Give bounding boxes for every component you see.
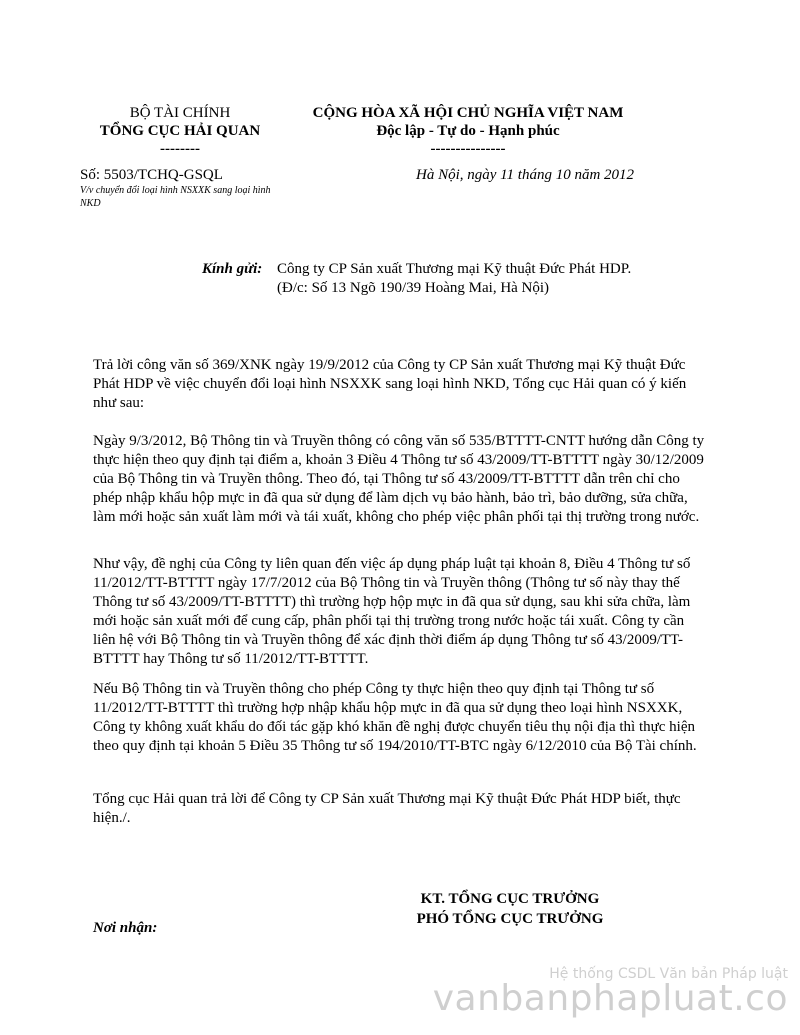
signature-title-2: PHÓ TỔNG CỤC TRƯỞNG xyxy=(416,911,604,927)
ministry-name: BỘ TÀI CHÍNH xyxy=(129,105,231,121)
recipients-list-label: Nơi nhận: xyxy=(93,920,158,936)
document-number: Số: 5503/TCHQ-GSQL xyxy=(80,167,223,183)
issuer-divider: -------- xyxy=(160,141,200,157)
recipient-label: Kính gửi: xyxy=(202,261,263,277)
national-motto: Độc lập - Tự do - Hạnh phúc xyxy=(376,123,560,139)
national-heading xyxy=(278,104,658,158)
signature-block xyxy=(390,889,630,929)
body-paragraph-1: Trả lời công văn số 369/XNK ngày 19/9/2012 của Công ty CP Sản xuất Thương mại Kỹ thuật Đức Phát HDP về việc chuyển đổi loại hình NSXXK sang loại hình NKD, Tổng cục Hải quan có ý kiến như sau: xyxy=(93,357,687,411)
country-name: CỘNG HÒA XÃ HỘI CHỦ NGHĨA VIỆT NAM xyxy=(312,105,624,121)
date-line: Hà Nội, ngày 11 tháng 10 năm 2012 xyxy=(416,167,635,183)
document-subject: V/v chuyển đổi loại hình NSXXK sang loại hình NKD xyxy=(80,185,271,209)
recipient-name: Công ty CP Sản xuất Thương mại Kỹ thuật Đức Phát HDP. xyxy=(277,261,632,277)
watermark-site: vanbanphapluat.co xyxy=(432,978,788,1019)
department-name: TỔNG CỤC HẢI QUAN xyxy=(99,123,261,139)
body-paragraph-4: Nếu Bộ Thông tin và Truyền thông cho phép Công ty thực hiện theo quy định tại Thông tư số 11/2012/TT-BTTTT thì trường hợp nhập khẩu hộp mực in đã qua sử dụng theo loại hình NSXXK, Công ty không xuất khẩu do đối tác gặp khó khăn đề nghị được chuyển tiêu thụ nội địa thì thực hiện theo quy định tại khoản 5 Điều 35 Thông tư số 194/2010/TT-BTC ngày 6/12/2010 của Bộ Tài chính. xyxy=(93,681,697,754)
recipient-block xyxy=(277,260,637,298)
motto-divider: --------------- xyxy=(430,141,506,157)
recipient-address: (Đ/c: Số 13 Ngõ 190/39 Hoàng Mai, Hà Nội) xyxy=(277,280,550,296)
issuer-block xyxy=(80,104,280,158)
body-paragraph-3: Như vậy, đề nghị của Công ty liên quan đến việc áp dụng pháp luật tại khoản 8, Điều 4 Thông tư số 11/2012/TT-BTTTT ngày 17/7/2012 của Bộ Thông tin và Truyền thông (Thông tư số này thay thế Thông tư số 43/2009/TT-BTTTT) thì trường hợp hộp mực in đã qua sử dụng, sau khi sửa chữa, làm mới hoặc sản xuất mới để cung cấp, phân phối tại thị trường trong nước hoặc tái xuất. Công ty cần liên hệ với Bộ Thông tin và Truyền thông để xác định thời điểm áp dụng Thông tư số 43/2009/TT-BTTTT hay Thông tư số 11/2012/TT-BTTTT. xyxy=(93,556,691,667)
signature-title-1: KT. TỔNG CỤC TRƯỞNG xyxy=(420,891,600,907)
body-paragraph-5: Tổng cục Hải quan trả lời để Công ty CP Sản xuất Thương mại Kỹ thuật Đức Phát HDP biết, thực hiện./. xyxy=(93,791,681,826)
body-paragraph-2: Ngày 9/3/2012, Bộ Thông tin và Truyền thông có công văn số 535/BTTTT-CNTT hướng dẫn Công ty thực hiện theo quy định tại điểm a, khoản 3 Điều 4 Thông tư số 43/2009/TT-BTTTT ngày 30/12/2009 của Bộ Thông tin và Truyền thông. Theo đó, tại Thông tư số 43/2009/TT-BTTTT dẫn trên chỉ cho phép nhập khẩu hộp mực in đã qua sử dụng để làm dịch vụ bảo hành, bảo trì, bảo dưỡng, sửa chữa, làm mới hoặc sản xuất làm mới và tái xuất, không cho phép việc phân phối tại thị trường trong nước. xyxy=(93,433,705,525)
watermark-caption: Hệ thống CSDL Văn bản Pháp luật xyxy=(549,966,788,982)
